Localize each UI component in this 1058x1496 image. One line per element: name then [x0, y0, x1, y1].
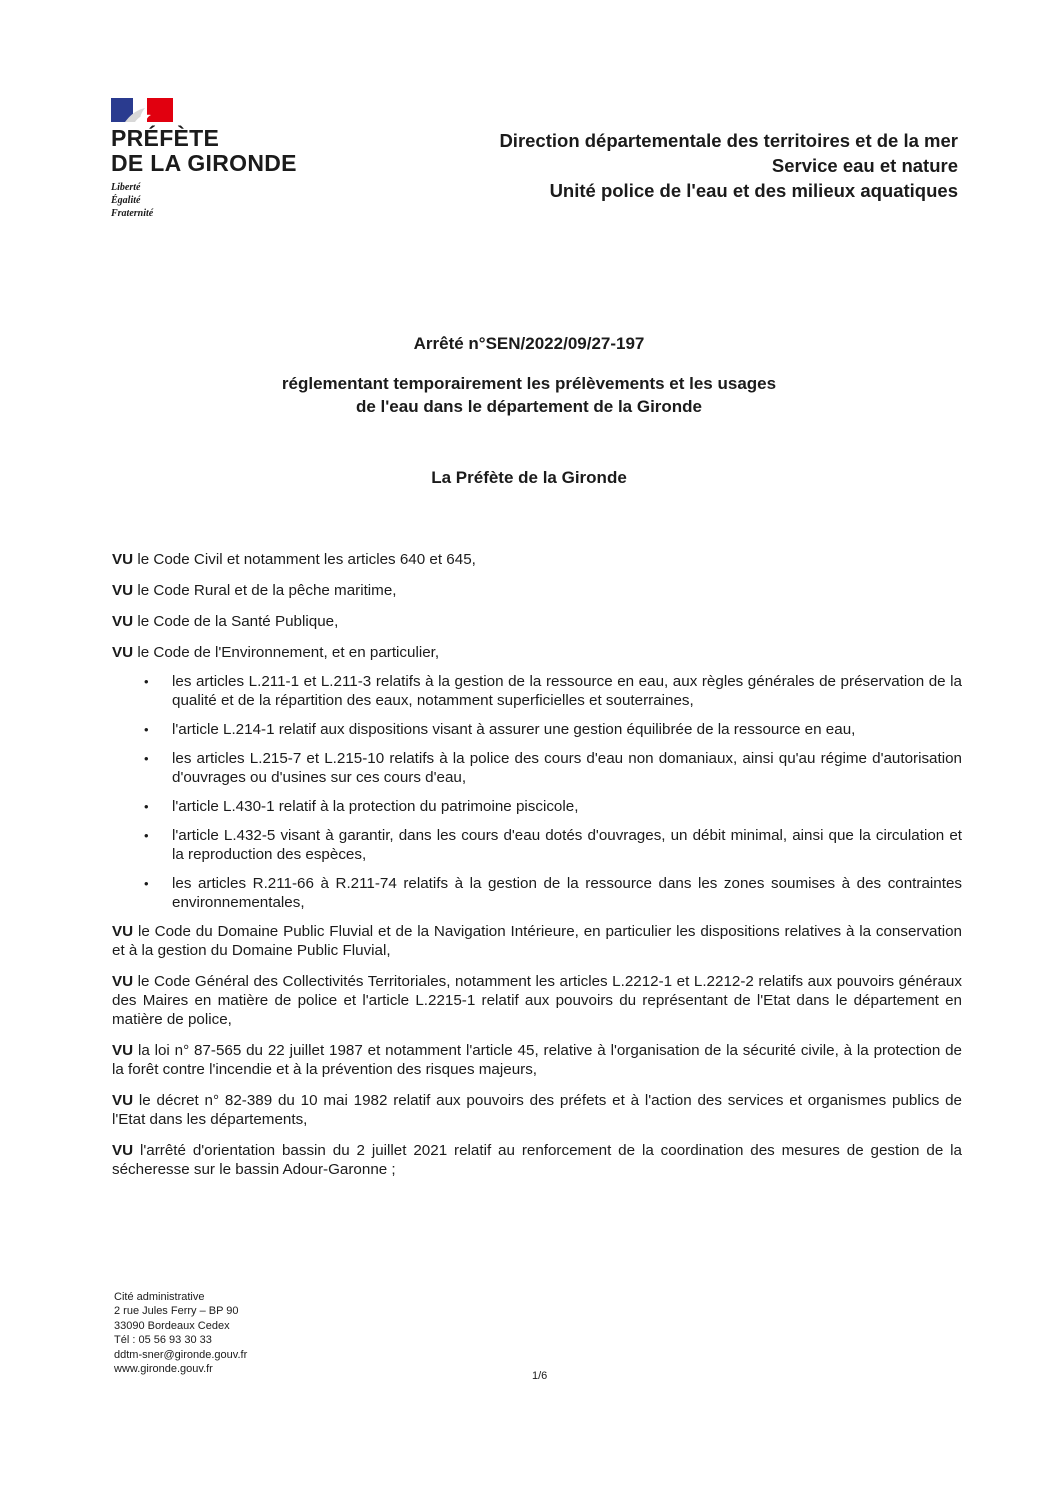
address-line: Cité administrative [114, 1291, 205, 1303]
vu-text: le Code de l'Environnement, et en particulier, [137, 644, 440, 661]
vu-prefix: VU [112, 973, 134, 990]
prefecture-name-line: DE LA GIRONDE [111, 150, 297, 176]
marianne-flag-icon [111, 98, 173, 122]
vu-text: le Code Général des Collectivités Territoriales, notamment les articles L.2212-1 et L.2212-2 relatifs aux pouvoirs généraux des Maires en matière de police et l'article L.2215-1 relatif aux pouvoirs du représentant de l'Etat dans le département en matière de police, [112, 973, 962, 1028]
vu-text: le Code du Domaine Public Fluvial et de la Navigation Intérieure, en particulier les dispositions relatives à la conservation et à la gestion du Domaine Public Fluvial, [112, 923, 962, 959]
footer-address [114, 1290, 247, 1376]
vu-item [112, 1141, 962, 1179]
vu-item [112, 972, 962, 1029]
vu-item [112, 922, 962, 960]
vu-prefix: VU [112, 613, 134, 630]
vu-prefix: VU [112, 644, 134, 661]
republic-motto [111, 181, 153, 220]
subject-line: de l'eau dans le département de la Gironde [355, 397, 703, 416]
arrete-number: Arrêté n°SEN/2022/09/27-197 [413, 334, 645, 353]
vu-prefix: VU [112, 582, 134, 599]
motto-line: Liberté [111, 182, 141, 193]
email-line: ddtm-sner@gironde.gouv.fr [114, 1348, 248, 1361]
vu-text: la loi n° 87-565 du 22 juillet 1987 et notamment l'article 45, relative à l'organisation de la sécurité civile, à la protection de la forêt contre l'incendie et à la prévention des risques majeurs, [112, 1042, 962, 1078]
vu-text: le Code Civil et notamment les articles 640 et 645, [137, 551, 476, 568]
vu-prefix: VU [112, 1042, 134, 1059]
vu-prefix: VU [112, 1142, 134, 1159]
vu-text: le Code Rural et de la pêche maritime, [137, 582, 397, 599]
arrete-subject [0, 372, 1058, 418]
vu-text: le décret n° 82-389 du 10 mai 1982 relatif aux pouvoirs des préfets et à l'action des services et organismes publics de l'Etat dans les départements, [112, 1092, 962, 1128]
environment-code-articles [112, 672, 962, 912]
motto-line: Égalité [111, 195, 141, 206]
department-line: Direction départementale des territoires et de la mer [499, 130, 958, 151]
vu-item [112, 581, 962, 600]
legal-basis [112, 550, 962, 1191]
list-item: • les articles L.211-1 et L.211-3 relatifs à la gestion de la ressource en eau, aux règles générales de préservation de la qualité et de la répartition des eaux, notamment superficielles et souterraines, [172, 672, 962, 710]
address-line: 2 rue Jules Ferry – BP 90 [114, 1305, 239, 1318]
vu-item [112, 612, 962, 631]
issuing-authority: La Préfète de la Gironde [431, 468, 627, 487]
vu-text: le Code de la Santé Publique, [137, 613, 339, 630]
prefecture-name [111, 126, 297, 176]
vu-item [112, 550, 962, 569]
list-item: • l'article L.430-1 relatif à la protection du patrimoine piscicole, [172, 797, 962, 816]
vu-item [112, 1091, 962, 1129]
phone-line: Tél : 05 56 93 30 33 [114, 1334, 212, 1347]
page-number: 1/6 [532, 1370, 548, 1382]
vu-item [112, 1041, 962, 1079]
issuing-department [499, 128, 958, 203]
service-line: Service eau et nature [771, 155, 958, 176]
website-line: www.gironde.gouv.fr [114, 1363, 213, 1376]
list-item: • les articles R.211-66 à R.211-74 relatifs à la gestion de la ressource dans les zones soumises à des contraintes environnementales, [172, 874, 962, 912]
vu-item [112, 643, 962, 662]
vu-prefix: VU [112, 923, 134, 940]
unit-line: Unité police de l'eau et des milieux aquatiques [549, 180, 958, 201]
list-item: • les articles L.215-7 et L.215-10 relatifs à la police des cours d'eau non domaniaux, ainsi qu'au régime d'autorisation d'ouvrages ou d'usines sur ces cours d'eau, [172, 749, 962, 787]
prefecture-name-line: PRÉFÈTE [111, 125, 220, 151]
vu-text: l'arrêté d'orientation bassin du 2 juillet 2021 relatif au renforcement de la coordination des mesures de gestion de la sécheresse sur le bassin Adour-Garonne ; [112, 1142, 962, 1178]
vu-prefix: VU [112, 1092, 134, 1109]
list-item: • l'article L.214-1 relatif aux dispositions visant à assurer une gestion équilibrée de la ressource en eau, [172, 720, 962, 739]
motto-line: Fraternité [111, 208, 154, 219]
address-line: 33090 Bordeaux Cedex [114, 1319, 230, 1332]
vu-prefix: VU [112, 551, 134, 568]
subject-line: réglementant temporairement les prélèvements et les usages [281, 374, 777, 393]
list-item: • l'article L.432-5 visant à garantir, dans les cours d'eau dotés d'ouvrages, un débit minimal, ainsi que la circulation et la reproduction des espèces, [172, 826, 962, 864]
